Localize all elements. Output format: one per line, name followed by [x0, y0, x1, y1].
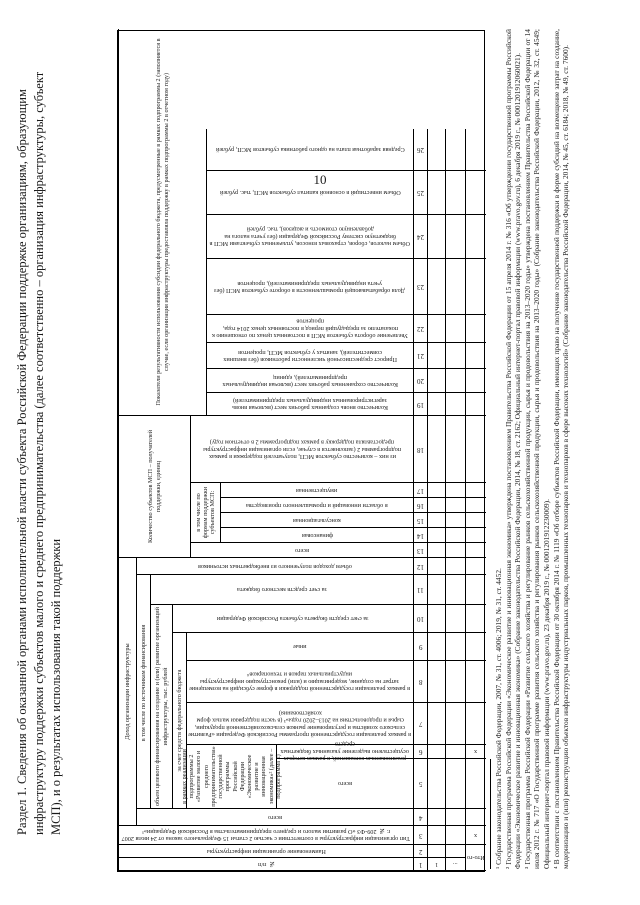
- col-number-10: [413, 605, 427, 633]
- total-row-cell: [465, 745, 486, 759]
- header-result-26-text: Средняя заработная плата на одного работника субъектов МСП, рублей: [215, 146, 405, 154]
- data-row-dots-cell: [445, 858, 465, 871]
- footnote-3: ³ Государственная программа Российской Федерации «Развитие сельского хозяйства и регулирование рынков сельскохозяйственной продукции, сырья и продовольствия на 2013–2020 годы» утверждена постановлением Правительства Российской Федерации от 14 июля 2012 г. № 717 «О Государственной программе развития сельского хозяйства и регулирования рынков сельскохозяйственной продукции, сырья и продовольствия на 2013–2020 годы» (Собрание законодательства Российской Федерации, 2012, № 32, ст. 4549; Официальный интернет-портал правовой информации (www.pravo.gov.ru), 23 декабря 2019 г., № 0001201912230009).: [522, 29, 551, 869]
- data-row-dots-cell: [445, 343, 465, 369]
- data-row-dots-cell: [445, 575, 465, 605]
- total-row-cell: [465, 543, 486, 558]
- col-number-10-text: 10: [417, 615, 424, 624]
- data-row-dots-cell: [445, 528, 465, 543]
- header-result-21: [206, 343, 413, 369]
- header-subsidy: [186, 661, 413, 703]
- data-row-dots-cell: [445, 809, 465, 826]
- header-innov-text: в области инноваций и промышленного производства: [246, 501, 388, 509]
- header-vsego2-text: всего: [338, 780, 352, 788]
- header-vsego-text: всего: [268, 813, 282, 821]
- header-other-text: иные: [293, 643, 307, 651]
- col-number-6-text: 6: [418, 748, 423, 757]
- col-number-15-text: 15: [417, 516, 424, 525]
- header-fin-text: финансовая: [301, 531, 333, 539]
- col-number-6: [413, 745, 427, 759]
- total-row-cell: [465, 759, 486, 809]
- section-title: Раздел 1. Сведения об оказанной органами исполнительной власти субъекта Российской Федерации поддержке организациям, образующим инфраструктуру поддержки субъектов малого и среднего предпринимательства (далее соответственно – организация инфраструктуры, субъект МСП), и о результатах использования такой поддержки: [15, 71, 63, 835]
- header-name: [118, 845, 413, 858]
- header-reg-budget: [172, 605, 413, 633]
- data-row-1-cell: [427, 845, 445, 858]
- data-row-dots-cell: [445, 215, 465, 259]
- header-result-25-text: Объем инвестиций в основной капитал субъектов МСП, тыс. рублей: [219, 189, 401, 197]
- data-row-1-cell: [427, 605, 445, 633]
- header-results-text: Показатели результативности использования субсидии федерального бюджета, предусмотренные в рамках подпрограммы 2 (заполняется в случае, если организация инфраструктуры предоставляла поддержку в рамках подпрограммы 2 в отчетном году): [155, 38, 170, 406]
- header-results: [118, 29, 206, 416]
- header-num-text: № п/п: [257, 860, 275, 868]
- header-agro: [186, 703, 413, 745]
- header-result-25: [206, 171, 413, 215]
- data-row-1-cell: [427, 369, 445, 393]
- col-number-8-text: 8: [418, 678, 423, 687]
- col-number-16: [413, 498, 427, 513]
- header-type-text: Тип организации инфраструктуры в соответствии с частью 2 статьи 15 Федерального закона от 24 июля 2007 г. № 209-ФЗ «О развитии малого и среднего предпринимательства в Российской Федерации»¹: [121, 828, 411, 843]
- header-of-them-text: из них – количество субъектов МСП, получателей поддержки в рамках подпрограммы 2 (заполняется в случае, если организация инфраструктуры предоставляла поддержку в рамках подпрограммы 2 в отчетном году): [203, 438, 401, 460]
- data-row-1-cell: [427, 558, 445, 575]
- data-row-1-cell: [427, 745, 445, 759]
- data-row-1-cell: [427, 315, 445, 343]
- col-number-3-text: 3: [418, 831, 423, 840]
- data-row-1-cell: [427, 129, 445, 171]
- data-row-dots-cell: [445, 633, 465, 661]
- col-number-22-text: 22: [417, 325, 424, 334]
- header-other: [186, 633, 413, 661]
- total-row-cell: [465, 528, 486, 543]
- total-row-cell: [465, 416, 486, 483]
- header-in-that: [136, 558, 150, 809]
- header-result-20: [206, 369, 413, 393]
- total-row-cell: [465, 513, 486, 528]
- data-row-dots-cell: [445, 513, 465, 528]
- col-number-5: [413, 759, 427, 809]
- header-result-23: [206, 259, 413, 315]
- col-number-13-text: 13: [417, 546, 424, 555]
- header-subsidy-text: в рамках реализации государственной поддержки в форме субсидий на возмещение затрат на создание, модернизацию и (или) реконструкцию инфраструктуры индустриальных парков и технопарков⁴: [189, 670, 411, 693]
- header-result-21-text: Прирост среднесписочной численности работников (без внешних совместителей), занятых у субъектов МСП, процентов: [223, 348, 397, 363]
- col-number-24-text: 24: [417, 233, 424, 242]
- col-number-9: [413, 633, 427, 661]
- data-row-dots-cell: [445, 605, 465, 633]
- total-row-cell: [465, 215, 486, 259]
- total-row-cell: [465, 483, 486, 498]
- data-row-1-cell: [427, 703, 445, 745]
- header-by-forms: [190, 483, 220, 543]
- header-vsego3-text: всего: [295, 546, 309, 554]
- header-msp-prog-text: в рамках реализации подпрограммы 2 «Развитие малого и среднего предпринимательства» государственной программы Российской Федерации «Экономическое развитие и инновационная экономика»² (далее – подпрограмма 2): [181, 746, 282, 807]
- data-row-1-cell: [427, 826, 445, 845]
- data-row-dots-cell: [445, 315, 465, 343]
- col-number-12-text: 12: [417, 562, 424, 571]
- col-number-7-text: 7: [418, 720, 423, 729]
- col-number-18: [413, 416, 427, 483]
- data-row-1-cell: [427, 575, 445, 605]
- header-of-them: [190, 416, 413, 483]
- total-row-cell: [465, 498, 486, 513]
- data-row-dots-cell: [445, 543, 465, 558]
- data-row-1-cell: [427, 759, 445, 809]
- page-number: 10: [313, 172, 327, 187]
- header-result-22-text: Увеличение оборота субъектов МСП в постоянных ценах по отношению к показателю за предыдущий период в постоянных ценах 2014 года, процентов: [211, 317, 409, 340]
- header-vsego2: [276, 759, 413, 809]
- header-fin: [220, 528, 413, 543]
- col-number-7: [413, 703, 427, 745]
- data-row-dots-cell: [445, 759, 465, 809]
- data-row-1-cell: [427, 528, 445, 543]
- header-result-22: [206, 315, 413, 343]
- data-row-1-cell: [427, 661, 445, 703]
- header-result-19-text: Количество вновь созданных рабочих мест (включая вновь зарегистрированных индивидуальных предпринимателей): [232, 397, 388, 412]
- footnote-2: ² Государственная программа Российской Федерации «Экономическое развитие и инновационная экономика» утверждена постановлением Правительства Российской Федерации от 15 апреля 2014 г. № 316 «Об утверждении государственной программы Российской Федерации «Экономическое развитие и инновационная экономика» (Собрание законодательства Российской Федерации, 2014, № 18, ст. 2162; Официальный интернет-портал правовой информации (www.pravo.gov.ru), 6 декабря 2019 г., № 0001201912060021).: [503, 29, 523, 869]
- header-nonbudget: [136, 558, 413, 575]
- data-row-dots-cell: [445, 369, 465, 393]
- data-row-dots-cell: [445, 129, 465, 171]
- header-funding-text: Доход организации инфраструктуры: [123, 643, 131, 740]
- data-row-dots-cell: [445, 745, 465, 759]
- col-number-11: [413, 575, 427, 605]
- col-number-18-text: 18: [417, 445, 424, 454]
- data-row-dots-cell: [445, 483, 465, 498]
- col-number-9-text: 9: [418, 643, 423, 652]
- header-reg-budget-text: за счет средств бюджета субъекта Российской Федерации: [217, 615, 369, 623]
- footnote-rule: [490, 759, 491, 869]
- col-number-11-text: 11: [417, 586, 424, 595]
- header-num: [118, 858, 413, 871]
- header-fed-text: объем целевого финансирования на создание и (или) развитие организаций инфраструктуры, тыс. рублей: [154, 607, 169, 806]
- data-row-1-cell: [427, 215, 445, 259]
- col-number-4: [413, 809, 427, 826]
- col-number-14: [413, 528, 427, 543]
- col-number-13: [413, 543, 427, 558]
- col-number-17: [413, 483, 427, 498]
- header-fed-budget-text: за счет средств федерального бюджета: [175, 669, 183, 772]
- header-result-23-text: Доля обрабатывающей промышленности в обороте субъектов МСП (без учета индивидуальных предпринимателей), процентов: [214, 279, 406, 294]
- data-row-1-cell: [427, 498, 445, 513]
- report-table: [117, 30, 485, 872]
- total-row-label-text: Ито-го: [467, 854, 485, 862]
- col-number-21: [413, 343, 427, 369]
- total-row-cell: [465, 633, 486, 661]
- header-consult: [220, 513, 413, 528]
- col-number-1: [413, 858, 427, 871]
- total-row-cell: [465, 558, 486, 575]
- header-vsego: [136, 809, 413, 826]
- header-prop: [220, 483, 413, 498]
- data-row-dots-cell: [445, 826, 465, 845]
- header-nonbudget-text: объем доходов полученного из внебюджетных источников: [198, 562, 352, 570]
- data-row-1-cell: [427, 633, 445, 661]
- header-msp-prog: [181, 745, 282, 809]
- footnotes: [494, 29, 571, 869]
- header-subjects: [118, 416, 190, 558]
- col-number-8: [413, 661, 427, 703]
- header-consult-text: консультационная: [293, 516, 341, 524]
- col-number-22: [413, 315, 427, 343]
- col-number-12: [413, 558, 427, 575]
- total-row-cell: [465, 605, 486, 633]
- col-number-24: [413, 215, 427, 259]
- col-number-25: [413, 171, 427, 215]
- header-local-budget-text: за счет средств местного бюджета: [237, 586, 327, 594]
- total-row-cell: [465, 259, 486, 315]
- col-number-21-text: 21: [417, 352, 424, 361]
- data-row-dots-cell: [445, 171, 465, 215]
- total-row-label: [465, 845, 486, 871]
- col-number-23-text: 23: [417, 283, 424, 292]
- header-result-20-text: Количество сохраненных рабочих мест (включая индивидуальных предпринимателей), единиц: [222, 373, 398, 388]
- header-agro-text: в рамках реализации государственной программы Российской Федерации «Развитие сельского хозяйства и регулирование рынков сельскохозяйственной продукции, сырья и продовольствия на 2013–2020 годы»³ (в части поддержки малых форм хозяйствования): [188, 709, 412, 738]
- header-by-forms-text: в том числе по формам поддержки субъектов МСП:: [194, 486, 217, 539]
- header-funding: [118, 558, 136, 826]
- col-number-26: [413, 129, 427, 171]
- data-row-dots-cell: [445, 416, 465, 483]
- data-row-1-cell-text: 1: [434, 860, 439, 868]
- data-row-1-cell: [427, 171, 445, 215]
- col-number-2-text: 2: [418, 847, 423, 856]
- col-number-25-text: 25: [417, 189, 424, 198]
- total-row-cell: [465, 703, 486, 745]
- col-number-17-text: 17: [417, 486, 424, 495]
- header-result-19: [206, 393, 413, 416]
- data-row-1-cell: [427, 483, 445, 498]
- col-number-4-text: 4: [418, 813, 423, 822]
- total-row-cell: [465, 171, 486, 215]
- header-realized: [276, 740, 413, 763]
- header-vsego3: [190, 543, 413, 558]
- header-fed: [150, 605, 172, 809]
- header-realized-text: реализованных соглашений, в рамках которых осуществлено выделение указанных бюджетных средств: [280, 740, 410, 763]
- data-row-dots-cell: [445, 703, 465, 745]
- total-row-cell: [465, 809, 486, 826]
- data-row-dots-cell: [445, 393, 465, 416]
- footnote-1: ¹ Собрание законодательства Российской Федерации, 2007, № 31, ст. 4006; 2019, № 31, ст. 4452.: [494, 568, 503, 869]
- footnote-4: ⁴ В соответствии с постановлением Правительства Российской Федерации от 30 октября 2014 г. № 1119 «Об отборе субъектов Российской Федерации, имеющих право на получение государственной поддержки в форме субсидий на возмещение затрат на создание, модернизацию и (или) реконструкцию объектов инфраструктуры индустриальных парков, промышленных технопарков и технопарков в сфере высоких технологий» (Собрание законодательства Российской Федерации, 2014, № 45, ст. 6184; 2018, № 49, ст. 7600).: [551, 29, 571, 869]
- header-type: [118, 826, 413, 845]
- col-number-26-text: 26: [417, 146, 424, 155]
- col-number-20-text: 20: [417, 377, 424, 386]
- data-row-1-cell: [427, 393, 445, 416]
- header-local-budget: [150, 575, 413, 605]
- data-row-1-cell: [427, 858, 445, 871]
- col-number-2: [413, 845, 427, 858]
- total-row-cell: [465, 661, 486, 703]
- data-row-1-cell: [427, 416, 445, 483]
- col-number-15: [413, 513, 427, 528]
- data-row-1-cell: [427, 343, 445, 369]
- data-row-dots-cell: [445, 558, 465, 575]
- data-row-dots-cell-text: ...: [453, 860, 458, 868]
- data-row-1-cell: [427, 513, 445, 528]
- total-row-cell-text: x: [474, 748, 478, 756]
- col-number-5-text: 5: [418, 780, 423, 789]
- header-result-24-text: Объем налогов, сборов, страховых взносов, уплаченных субъектами МСП в бюджетную систему Российской Федерации (без учета налога на добавленную стоимость и акцизов), тыс. рублей: [209, 225, 411, 248]
- data-row-dots-cell: [445, 498, 465, 513]
- col-number-1-text: 1: [418, 860, 423, 869]
- total-row-cell: [465, 369, 486, 393]
- data-row-dots-cell: [445, 661, 465, 703]
- col-number-16-text: 16: [417, 501, 424, 510]
- col-number-20: [413, 369, 427, 393]
- col-number-3: [413, 826, 427, 845]
- data-row-1-cell: [427, 543, 445, 558]
- total-row-cell: [465, 575, 486, 605]
- header-subjects-text: Количество субъектов МСП – получателей поддержки, единиц: [147, 429, 162, 544]
- total-row-cell: [465, 129, 486, 171]
- total-row-cell: [465, 826, 486, 845]
- total-row-cell: [465, 393, 486, 416]
- data-row-dots-cell: [445, 845, 465, 858]
- total-row-cell: [465, 315, 486, 343]
- col-number-23: [413, 259, 427, 315]
- header-in-that-text: в том числе по источникам финансирования: [139, 624, 147, 742]
- col-number-19: [413, 393, 427, 416]
- header-name-text: Наименование организации инфраструктуры: [206, 847, 326, 855]
- header-result-26: [206, 129, 413, 171]
- data-row-1-cell: [427, 259, 445, 315]
- data-row-1-cell: [427, 809, 445, 826]
- col-number-14-text: 14: [417, 531, 424, 540]
- data-row-dots-cell: [445, 259, 465, 315]
- header-prop-text: имущественная: [296, 486, 338, 494]
- total-row-cell: [465, 343, 486, 369]
- col-number-19-text: 19: [417, 400, 424, 409]
- header-result-24: [206, 215, 413, 259]
- header-innov: [220, 498, 413, 513]
- total-row-cell-text: x: [474, 831, 478, 839]
